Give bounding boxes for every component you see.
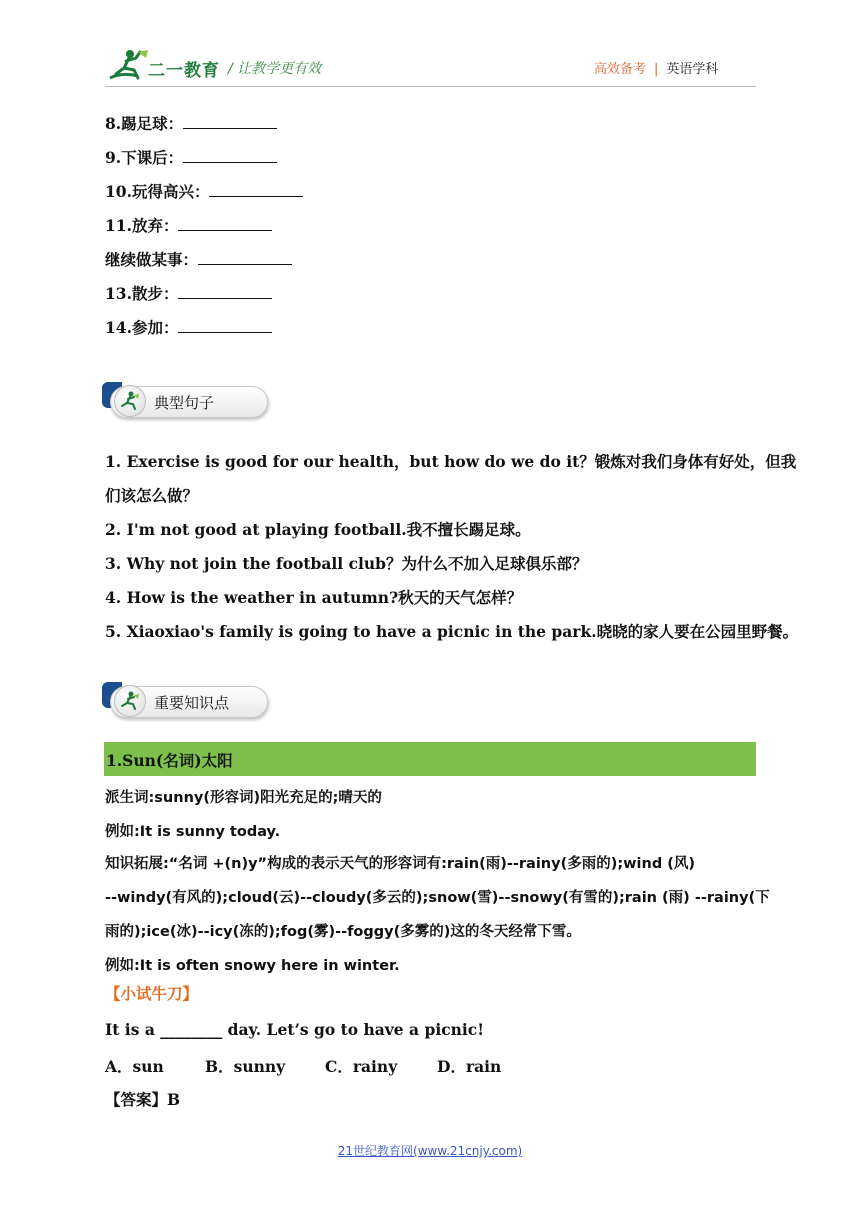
header-subject: 英语学科 [666,62,719,77]
section-heading-sentences [102,382,272,422]
section-heading-knowledge [102,682,272,722]
header-separator: | [654,62,659,77]
answer-blank [209,182,303,197]
practice-label: 【小试牛刀】 [105,985,199,1003]
phrase-item: 11.放弃： [105,214,272,236]
explanation-line: 例如:It is often snowy here in winter. [105,958,400,974]
explanation-line: 派生词:sunny(形容词)阳光充足的;晴天的 [105,790,382,806]
explanation-line: 例如:It is sunny today. [105,824,281,840]
answer-blank [183,148,277,163]
sentence-line: 2. I'm not good at playing football.我不擅长踢足球。 [105,520,531,539]
option-c: C．rainy [325,1057,398,1076]
phrase-item: 13.散步： [105,282,272,304]
phrase-item: 10.玩得高兴： [105,180,303,202]
explanation-line: --windy(有风的);cloud(云)--cloudy(多云的);snow(雪)--snowy(有雪的);rain (雨) --rainy(下 [105,890,770,906]
logo-text: 二一教育 [148,61,220,81]
runner-badge-icon [114,685,146,717]
sentence-line: 4. How is the weather in autumn?秋天的天气怎样？ [105,588,523,607]
footer-link[interactable]: 21世纪教育网(www.21cnjy.com) [337,1144,523,1158]
option-a: A．sun [105,1057,164,1076]
runner-badge-icon [114,385,146,417]
sentence-line: 1. Exercise is good for our health，but how do we do it？锻炼对我们身体有好处，但我 [105,452,797,471]
explanation-line: 知识拓展:“名词 +(n)y”构成的表示天气的形容词有:rain(雨)--rainy(多雨的);wind (风) [105,856,696,872]
phrase-item: 9.下课后： [105,146,277,168]
sentence-line: 3. Why not join the football club？为什么不加入足球俱乐部？ [105,554,588,573]
answer-blank [178,318,272,333]
page-header [0,0,860,100]
knowledge-point-title: 1.Sun(名词)太阳 [106,751,233,770]
answer-blank [198,250,292,265]
phrase-item: 14.参加： [105,316,272,338]
option-d: D．rain [437,1057,502,1076]
answer-line: 【答案】B [105,1090,181,1109]
header-divider [105,86,756,87]
slogan: / 让教学更有效 [228,61,322,77]
section-title: 典型句子 [154,394,215,412]
phrase-item: 继续做某事： [105,248,292,270]
header-exam: 高效备考 [594,62,647,77]
question-line: It is a ________ day. Let’s go to have a picnic! [105,1020,485,1039]
answer-blank [178,216,272,231]
option-b: B．sunny [205,1057,286,1076]
phrase-item: 8.踢足球： [105,112,277,134]
sentence-line: 5. Xiaoxiao's family is going to have a picnic in the park.晓晓的家人要在公园里野餐。 [105,622,799,641]
header-right [594,58,718,77]
options-line [105,1055,501,1077]
answer-blank [178,284,272,299]
knowledge-point-bar [104,742,756,776]
sentence-line: 们该怎么做？ [105,486,199,505]
explanation-line: 雨的);ice(冰)--icy(冻的);fog(雾)--foggy(多雾的)这的冬天经常下雪。 [105,924,581,940]
section-title: 重要知识点 [154,694,230,712]
answer-blank [183,114,277,129]
